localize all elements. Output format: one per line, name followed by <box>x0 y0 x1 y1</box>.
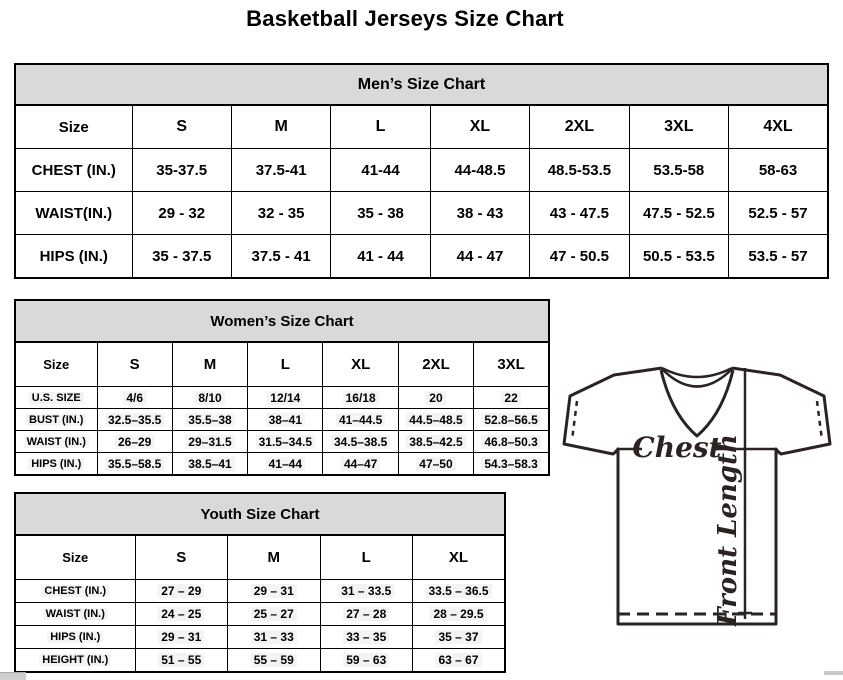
youth-table-row <box>15 580 505 603</box>
men-table-row <box>15 149 828 192</box>
women-value-cell: 44–47 <box>323 453 398 476</box>
women-size-header-cell: Size <box>15 342 97 387</box>
men-column-header-cell: 3XL <box>629 105 728 149</box>
women-value-cell: 54.3–58.3 <box>474 453 549 476</box>
men-row-label-cell: WAIST(IN.) <box>15 192 132 235</box>
women-column-header-cell: 3XL <box>474 342 549 387</box>
women-column-header-cell: S <box>97 342 172 387</box>
men-column-header-cell: 4XL <box>729 105 828 149</box>
women-column-header-cell: XL <box>323 342 398 387</box>
youth-value-cell: 27 – 29 <box>135 580 228 603</box>
men-value-cell: 58-63 <box>729 149 828 192</box>
men-size-header-cell: Size <box>15 105 132 149</box>
men-value-cell: 47 - 50.5 <box>530 235 629 279</box>
women-value-cell: 32.5–35.5 <box>97 409 172 431</box>
women-value-cell: 34.5–38.5 <box>323 431 398 453</box>
men-column-header-cell: XL <box>430 105 529 149</box>
youth-row-label-cell: HEIGHT (IN.) <box>15 649 135 673</box>
men-value-cell: 38 - 43 <box>430 192 529 235</box>
page-title: Basketball Jerseys Size Chart <box>246 6 564 31</box>
women-value-cell: 52.8–56.5 <box>474 409 549 431</box>
women-value-cell: 8/10 <box>172 387 247 409</box>
youth-row-label-cell: CHEST (IN.) <box>15 580 135 603</box>
women-row-label-cell: U.S. SIZE <box>15 387 97 409</box>
youth-value-cell: 59 – 63 <box>320 649 413 673</box>
women-value-cell: 41–44.5 <box>323 409 398 431</box>
women-value-cell: 38.5–41 <box>172 453 247 476</box>
collar-vneck <box>661 370 733 436</box>
youth-size-table <box>14 492 506 673</box>
youth-value-cell: 51 – 55 <box>135 649 228 673</box>
scrollbar-fragment-right[interactable] <box>824 671 843 675</box>
women-value-cell: 4/6 <box>97 387 172 409</box>
men-column-header-cell: 2XL <box>530 105 629 149</box>
youth-row-label-cell: WAIST (IN.) <box>15 603 135 626</box>
women-value-cell: 44.5–48.5 <box>398 409 473 431</box>
men-value-cell: 41-44 <box>331 149 430 192</box>
women-row-label-cell: WAIST (IN.) <box>15 431 97 453</box>
men-table-row <box>15 192 828 235</box>
men-column-header-cell: M <box>231 105 330 149</box>
youth-value-cell: 29 – 31 <box>135 626 228 649</box>
men-row-label-cell: CHEST (IN.) <box>15 149 132 192</box>
youth-table-row <box>15 603 505 626</box>
youth-value-cell: 24 – 25 <box>135 603 228 626</box>
women-column-header-cell: 2XL <box>398 342 473 387</box>
youth-table-row <box>15 626 505 649</box>
youth-value-cell: 28 – 29.5 <box>413 603 506 626</box>
youth-value-cell: 35 – 37 <box>413 626 506 649</box>
men-value-cell: 48.5-53.5 <box>530 149 629 192</box>
women-value-cell: 38.5–42.5 <box>398 431 473 453</box>
women-row-label-cell: HIPS (IN.) <box>15 453 97 476</box>
youth-value-cell: 63 – 67 <box>413 649 506 673</box>
men-value-cell: 41 - 44 <box>331 235 430 279</box>
men-table-title: Men’s Size Chart <box>15 64 828 105</box>
youth-value-cell: 29 – 31 <box>228 580 321 603</box>
women-value-cell: 47–50 <box>398 453 473 476</box>
women-value-cell: 16/18 <box>323 387 398 409</box>
youth-column-header-cell: XL <box>413 535 506 580</box>
youth-value-cell: 31 – 33.5 <box>320 580 413 603</box>
men-value-cell: 43 - 47.5 <box>530 192 629 235</box>
youth-column-header-cell: S <box>135 535 228 580</box>
women-table-row <box>15 453 549 476</box>
front-length-label: Front Length <box>713 434 743 626</box>
men-row-label-cell: HIPS (IN.) <box>15 235 132 279</box>
men-value-cell: 37.5-41 <box>231 149 330 192</box>
women-table-title: Women’s Size Chart <box>15 300 549 342</box>
women-table-row <box>15 431 549 453</box>
men-value-cell: 35-37.5 <box>132 149 231 192</box>
men-value-cell: 53.5-58 <box>629 149 728 192</box>
men-value-cell: 44 - 47 <box>430 235 529 279</box>
chest-label: Chest <box>632 431 722 464</box>
women-value-cell: 12/14 <box>248 387 323 409</box>
men-value-cell: 29 - 32 <box>132 192 231 235</box>
youth-row-label-cell: HIPS (IN.) <box>15 626 135 649</box>
men-value-cell: 44-48.5 <box>430 149 529 192</box>
men-table-row <box>15 235 828 279</box>
men-value-cell: 52.5 - 57 <box>729 192 828 235</box>
womens-size-table <box>14 299 550 476</box>
men-value-cell: 35 - 37.5 <box>132 235 231 279</box>
mens-size-table <box>14 63 829 279</box>
women-value-cell: 26–29 <box>97 431 172 453</box>
collar-arc-outer <box>662 368 732 377</box>
men-value-cell: 50.5 - 53.5 <box>629 235 728 279</box>
women-table-row <box>15 387 549 409</box>
men-column-header-cell: L <box>331 105 430 149</box>
youth-size-header-cell: Size <box>15 535 135 580</box>
left-cuff-dash-line <box>572 401 577 440</box>
youth-table-title: Youth Size Chart <box>15 493 505 535</box>
jersey-measurement-diagram <box>556 356 838 642</box>
youth-value-cell: 55 – 59 <box>228 649 321 673</box>
youth-value-cell: 33 – 35 <box>320 626 413 649</box>
men-column-header-cell: S <box>132 105 231 149</box>
women-table-row <box>15 409 549 431</box>
youth-column-header-cell: L <box>320 535 413 580</box>
men-value-cell: 32 - 35 <box>231 192 330 235</box>
women-value-cell: 22 <box>474 387 549 409</box>
women-value-cell: 31.5–34.5 <box>248 431 323 453</box>
youth-value-cell: 25 – 27 <box>228 603 321 626</box>
women-column-header-cell: L <box>248 342 323 387</box>
men-value-cell: 53.5 - 57 <box>729 235 828 279</box>
women-value-cell: 20 <box>398 387 473 409</box>
youth-value-cell: 31 – 33 <box>228 626 321 649</box>
youth-value-cell: 27 – 28 <box>320 603 413 626</box>
right-cuff-dash-line <box>817 401 822 440</box>
youth-value-cell: 33.5 – 36.5 <box>413 580 506 603</box>
women-row-label-cell: BUST (IN.) <box>15 409 97 431</box>
women-column-header-cell: M <box>172 342 247 387</box>
women-value-cell: 35.5–38 <box>172 409 247 431</box>
youth-table-row <box>15 649 505 673</box>
women-value-cell: 41–44 <box>248 453 323 476</box>
women-value-cell: 35.5–58.5 <box>97 453 172 476</box>
youth-column-header-cell: M <box>228 535 321 580</box>
women-value-cell: 46.8–50.3 <box>474 431 549 453</box>
men-value-cell: 47.5 - 52.5 <box>629 192 728 235</box>
men-value-cell: 35 - 38 <box>331 192 430 235</box>
jersey-outline <box>564 368 830 624</box>
women-value-cell: 29–31.5 <box>172 431 247 453</box>
men-value-cell: 37.5 - 41 <box>231 235 330 279</box>
women-value-cell: 38–41 <box>248 409 323 431</box>
